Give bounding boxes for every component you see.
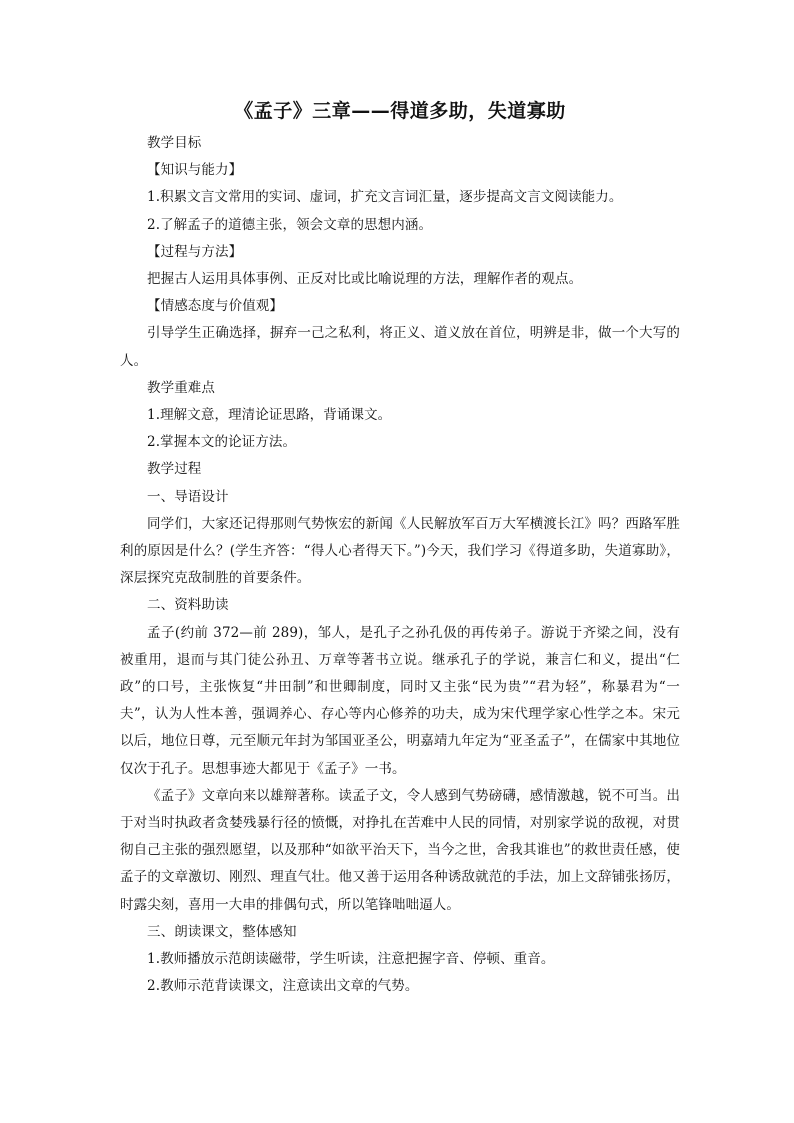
body-paragraph: 孟子(约前 372—前 289)，邹人，是孔子之孙孔伋的再传弟子。游说于齐梁之间，没有被重用，退而与其门徒公孙丑、万章等著书立说。继承孔子的学说，兼言仁和义，提出“仁政”的口号，主张恢复“井田制”和世卿制度，同时又主张“民为贵”“君为轻”，称暴君为“一夫”，认为人性本善，强调养心、存心等内心修养的功夫，成为宋代理学家心性学之本。宋元以后，地位日尊，元至顺元年封为邹国亚圣公，明嘉靖九年定为“亚圣孟子”，在儒家中其地位仅次于孔子。思想事迹大都见于《孟子》一书。 [120,624,680,777]
reading-item: 1.教师播放示范朗读磁带，学生听读，注意把握字音、停顿、重音。 [147,951,555,968]
subheading-attitude: 【情感态度与价值观】 [147,298,283,315]
keypoint-item: 2.掌握本文的论证方法。 [147,434,297,451]
objective-item: 2.了解孟子的道德主张，领会文章的思想内涵。 [147,216,433,233]
subsection-heading-reading: 三、朗读课文，整体感知 [147,923,297,940]
body-paragraph: 同学们，大家还记得那则气势恢宏的新闻《人民解放军百万大军横渡长江》吗？西路军胜利的原因是什么？(学生齐答：“得人心者得天下。”)今天，我们学习《得道多助，失道寡助》，深层探究克敌制胜的首要条件。 [120,515,680,587]
subheading-process: 【过程与方法】 [147,243,243,260]
subsection-heading-intro: 一、导语设计 [147,488,229,505]
objective-item: 1.积累文言文常用的实词、虚词，扩充文言词汇量，逐步提高文言文阅读能力。 [147,189,623,206]
document-body [120,96,680,1001]
section-heading-process: 教学过程 [147,461,202,478]
page-title: 《孟子》三章——得道多助，失道寡助 [234,100,566,122]
reading-item: 2.教师示范背读课文，注意读出文章的气势。 [147,978,419,995]
section-heading-objectives: 教学目标 [147,135,202,151]
subsection-heading-materials: 二、资料助读 [147,597,229,614]
subheading-knowledge: 【知识与能力】 [147,162,243,179]
body-paragraph: 把握古人运用具体事例、正反对比或比喻说理的方法，理解作者的观点。 [147,271,583,288]
keypoint-item: 1.理解文意，理清论证思路，背诵课文。 [147,407,392,424]
section-heading-keypoints: 教学重难点 [147,379,215,396]
body-paragraph: 引导学生正确选择，摒弃一己之私利，将正义、道义放在首位，明辨是非，做一个大写的人。 [120,325,680,369]
body-paragraph: 《孟子》文章向来以雄辩著称。读孟子文，令人感到气势磅礴，感情激越，锐不可当。出于对当时执政者贪婪残暴行径的愤慨，对挣扎在苦难中人民的同情，对别家学说的敌视，对贯彻自己主张的强烈愿望，以及那种“如欲平治天下，当今之世，舍我其谁也”的救世责任感，使孟子的文章激切、刚烈、理直气壮。他又善于运用各种诱敌就范的手法，加上文辞铺张扬厉，时露尖刻，喜用一大串的排偶句式，所以笔锋咄咄逼人。 [120,787,680,913]
